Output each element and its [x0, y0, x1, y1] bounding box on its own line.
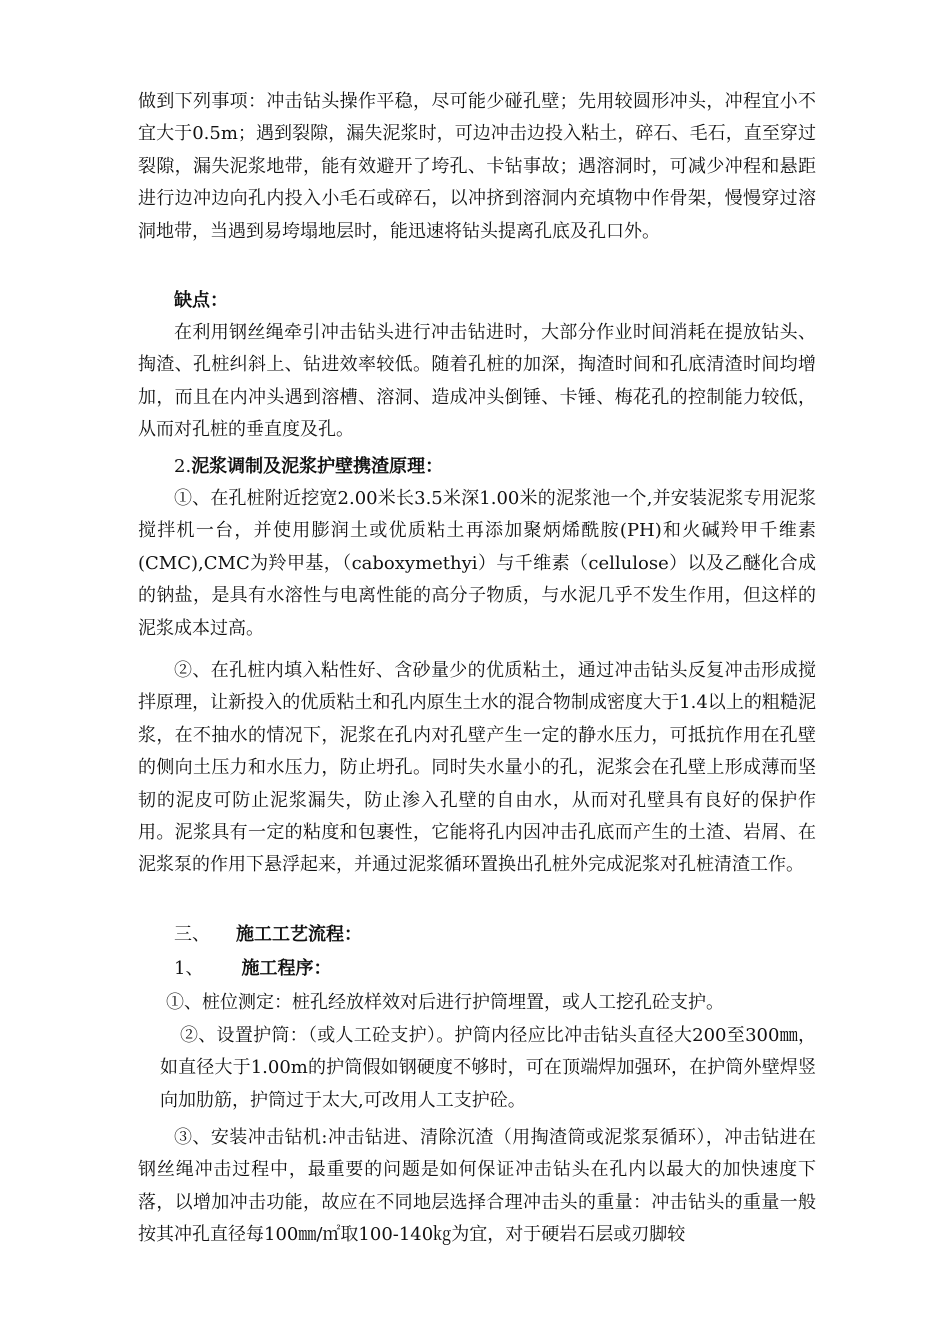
heading-subsection-3-1 — [174, 953, 331, 985]
heading-section-2-number: 2. — [174, 456, 192, 477]
paragraph-mud-1: ①、在孔桩附近挖宽2.00米长3.5米深1.00米的泥浆池一个,并安装泥浆专用泥浆搅拌机一台，并使用膨润土或优质粘土再添加聚炳烯酰胺(PH)和火碱羚甲千维素(CMC),CMC为羚甲基，（caboxymethyi）与千维素（cellulose）以及乙醚化合成的钠盐，是具有水溶性与电离性能的高分子物质，与水泥几乎不发生作用，但这样的泥浆成本过高。 — [138, 488, 816, 639]
heading-section-2 — [174, 451, 443, 483]
heading-subsection-3-1-text: 施工程序： — [241, 958, 332, 979]
heading-section-2-text: 泥浆调制及泥浆护壁携渣原理： — [191, 456, 444, 477]
heading-disadvantage: 缺点： — [174, 290, 228, 311]
heading-section-3-number: 三、 — [174, 924, 210, 945]
step-1: ①、桩位测定：桩孔经放样效对后进行护筒埋置，或人工挖孔砼支护。 — [166, 992, 724, 1013]
heading-subsection-3-1-number: 1、 — [174, 958, 204, 979]
step-2: ②、设置护筒：（或人工砼支护）。护筒内径应比冲击钻头直径大200至300㎜，如直径大于1.00m的护筒假如钢硬度不够时，可在顶端焊加强环，在护筒外壁焊竖向加肋筋，护筒过于太大,可改用人工支护砼。 — [160, 1025, 816, 1111]
paragraph-intro: 做到下列事项：冲击钻头操作平稳，尽可能少碰孔壁；先用较圆形冲头，冲程宜小不宜大于0.5m；遇到裂隙，漏失泥浆时，可边冲击边投入粘土，碎石、毛石，直至穿过裂隙，漏失泥浆地带，能有效避开了垮孔、卡钻事故；遇溶洞时，可减少冲程和悬距进行边冲边向孔内投入小毛石或碎石，以冲挤到溶洞内充填物中作骨架，慢慢穿过溶洞地带，当遇到易垮塌地层时，能迅速将钻头提离孔底及孔口外。 — [138, 91, 816, 242]
heading-section-3 — [174, 919, 362, 951]
step-3: ③、安装冲击钻机:冲击钻进、清除沉渣（用掏渣筒或泥浆泵循环），冲击钻进在钢丝绳冲击过程中，最重要的问题是如何保证冲击钻头在孔内以最大的加快速度下落，以增加冲击功能，故应在不同地层选择合理冲击头的重量：冲击钻头的重量一般按其冲孔直径每100㎜/㎡取100-140㎏为宜，对于硬岩石层或刃脚较 — [138, 1127, 816, 1246]
paragraph-disadvantage: 在利用钢丝绳牵引冲击钻头进行冲击钻进时，大部分作业时间消耗在提放钻头、掏渣、孔桩纠斜上、钻进效率较低。随着孔桩的加深，掏渣时间和孔底清渣时间均增加，而且在内冲头遇到溶槽、溶洞、造成冲头倒锤、卡锤、梅花孔的控制能力较低，从而对孔桩的垂直度及孔。 — [138, 322, 816, 441]
heading-section-3-text: 施工工艺流程： — [236, 924, 362, 945]
paragraph-mud-2: ②、在孔桩内填入粘性好、含砂量少的优质粘土，通过冲击钻头反复冲击形成搅拌原理，让新投入的优质粘土和孔内原生土水的混合物制成密度大于1.4以上的粗糙泥浆，在不抽水的情况下，泥浆在孔内对孔壁产生一定的静水压力，可抵抗作用在孔壁的侧向土压力和水压力，防止坍孔。同时失水量小的孔，泥浆会在孔壁上形成薄而坚韧的泥皮可防止泥浆漏失，防止渗入孔壁的自由水，从而对孔壁具有良好的保护作用。泥浆具有一定的粘度和包裹性，它能将孔内因冲击孔底而产生的土渣、岩屑、在泥浆泵的作用下悬浮起来，并通过泥浆循环置换出孔桩外完成泥浆对孔桩清渣工作。 — [138, 660, 816, 876]
